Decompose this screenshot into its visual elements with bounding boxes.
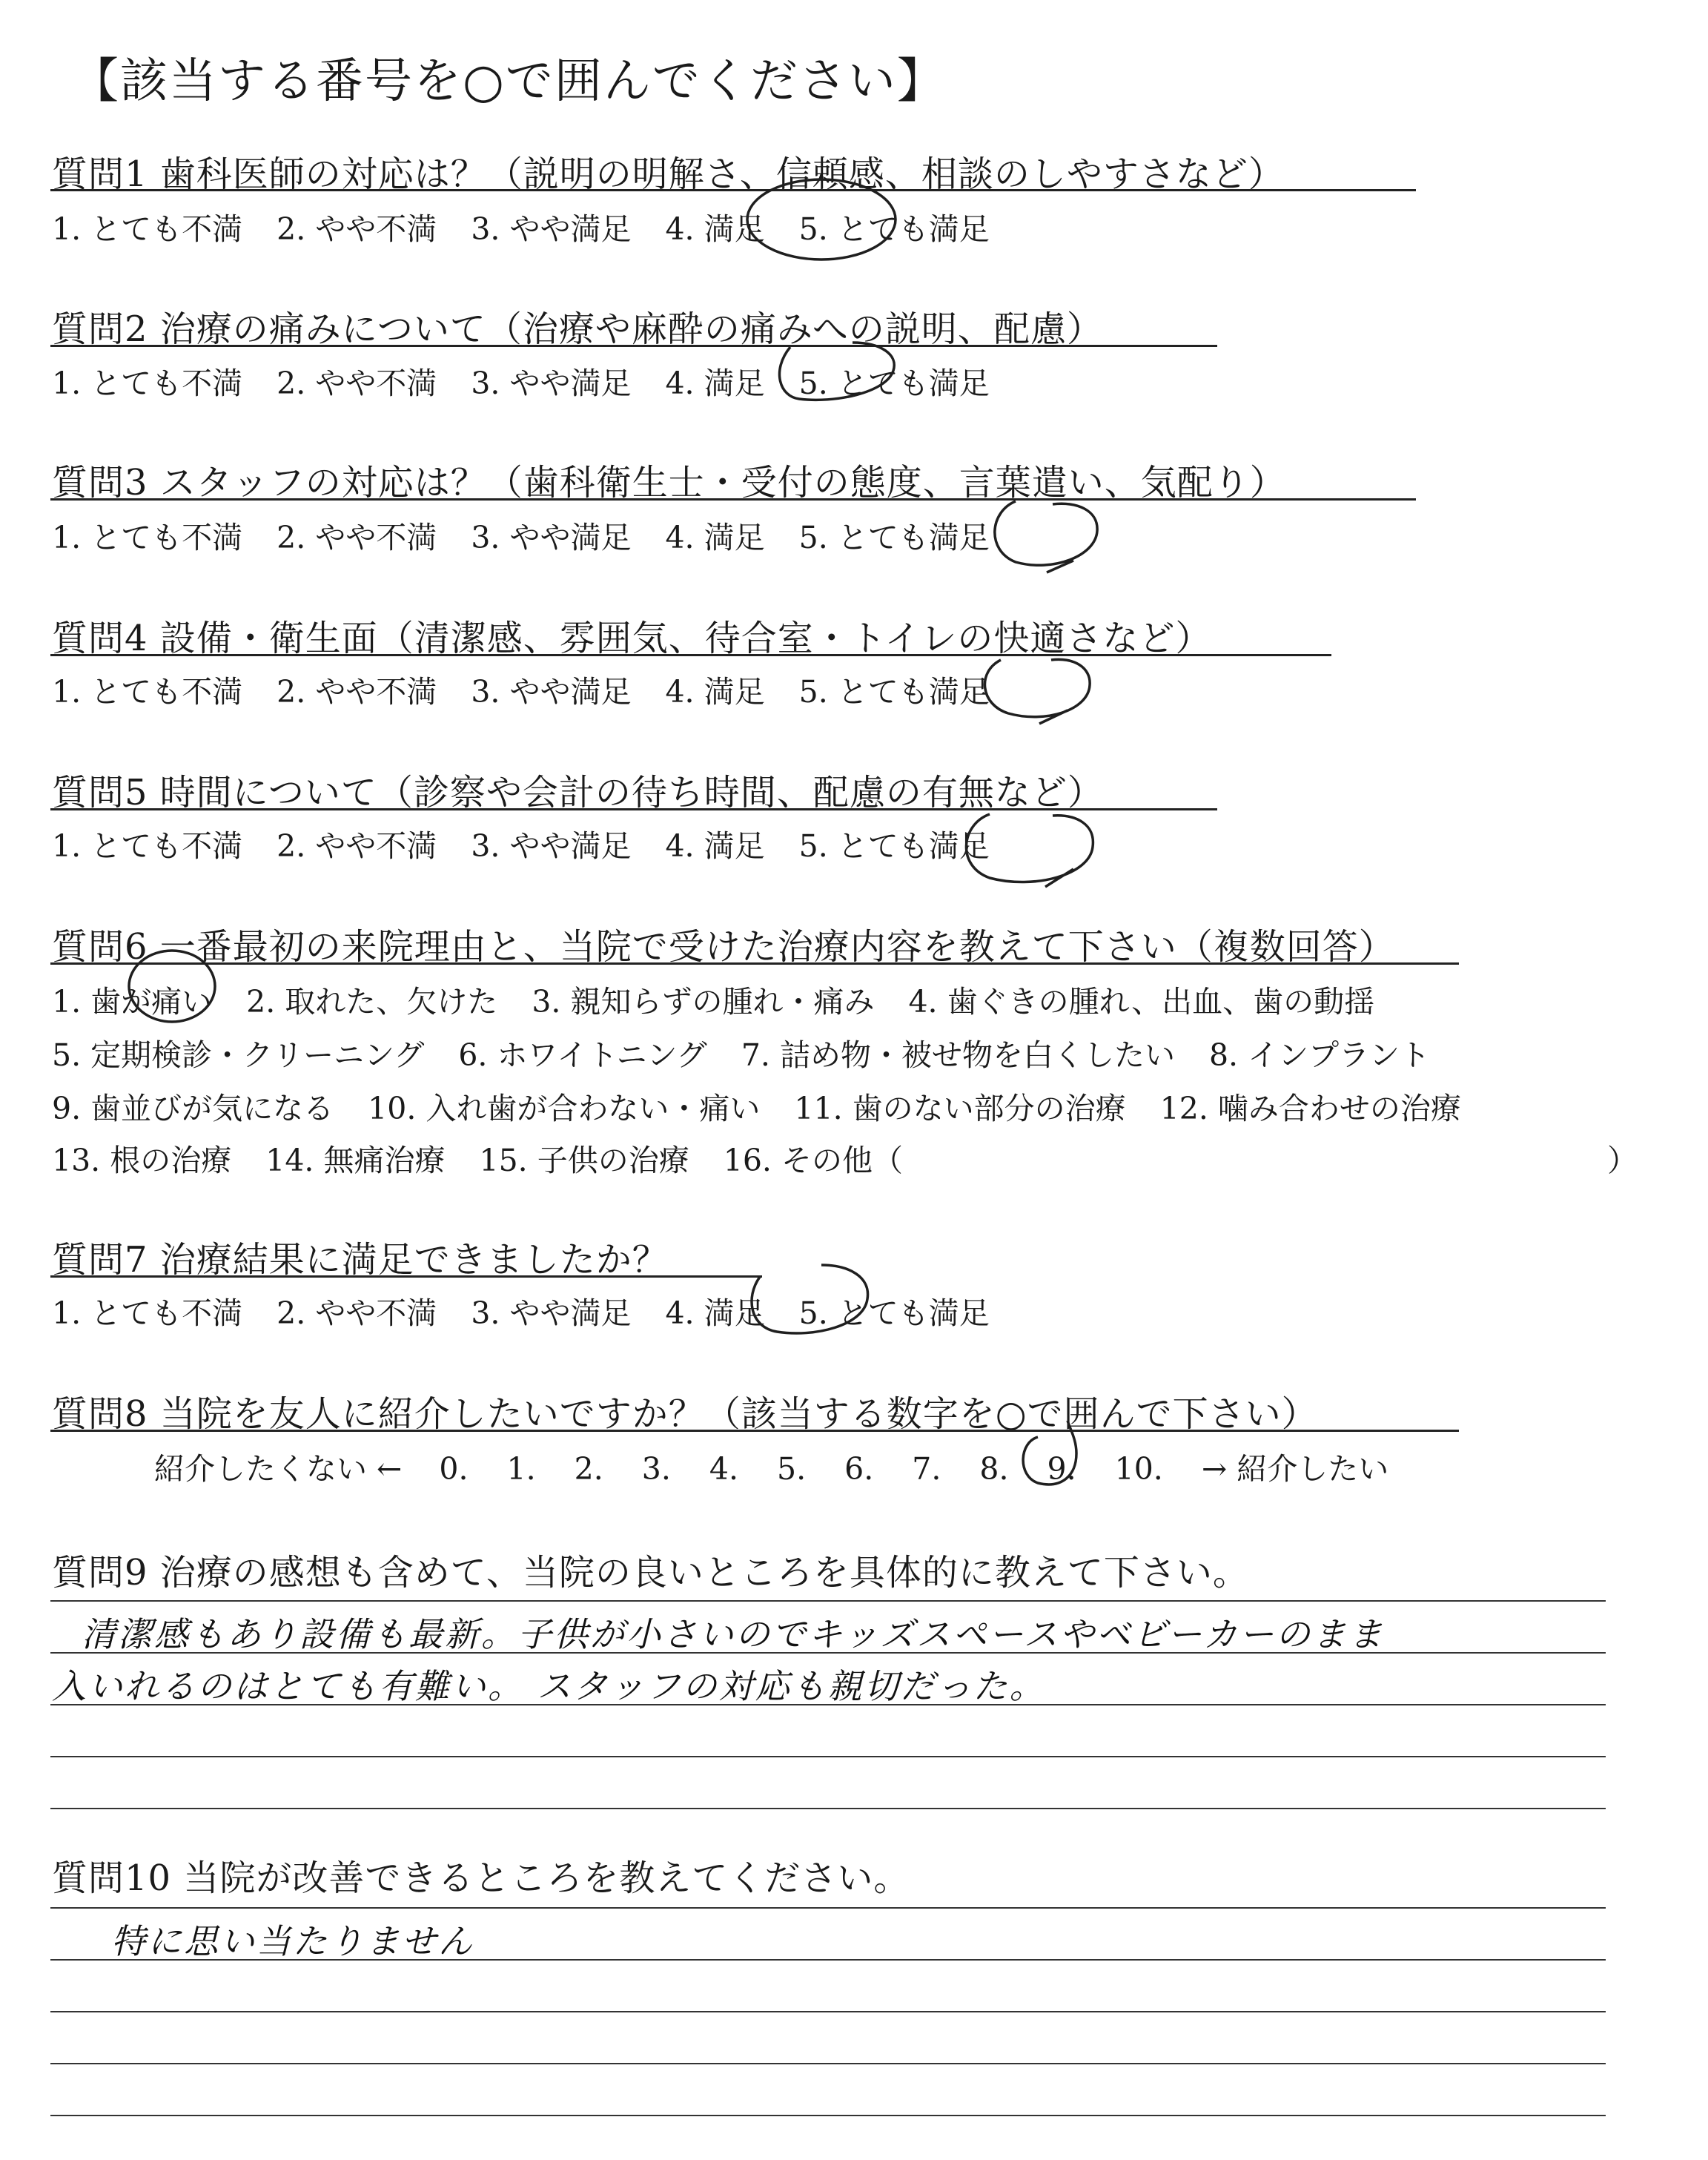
question-4-label: 質問4 設備・衛生面（清潔感、雰囲気、待合室・トイレの快適さなど） (52, 618, 1212, 659)
question-4-option-selected[interactable]: 5. とても満足 (798, 674, 990, 710)
question-5-option[interactable]: 3. やや満足 (471, 828, 632, 864)
question-6-option[interactable]: 10. 入れ歯が合わない・痛い (368, 1091, 761, 1126)
question-4-option[interactable]: 4. 満足 (665, 674, 765, 710)
question-6-row (52, 1084, 1495, 1128)
question-3-options (52, 513, 1024, 557)
answer-line (50, 2063, 1606, 2064)
question-5-underline (50, 808, 1217, 810)
question-2-option[interactable]: 1. とても不満 (52, 366, 243, 401)
question-3-label: 質問3 スタッフの対応は？（歯科衛生士・受付の態度、言葉遣い、気配り） (52, 462, 1286, 503)
question-5-option[interactable]: 1. とても不満 (52, 828, 243, 864)
question-2-options (52, 359, 1024, 403)
question-6-option[interactable]: 14. 無痛治療 (265, 1143, 446, 1178)
scale-value[interactable]: 1. (506, 1451, 536, 1487)
question-4-options (52, 667, 1024, 711)
question-3-underline (50, 498, 1416, 501)
question-1-option[interactable]: 5. とても満足 (798, 211, 990, 247)
scale-value[interactable]: 0. (439, 1451, 469, 1487)
answer-line (50, 2115, 1606, 2116)
question-6-other-close-paren: ） (1607, 1143, 1638, 1178)
page-title: 【該当する番号を○で囲んでください】 (71, 54, 946, 109)
answer-line (50, 1756, 1606, 1757)
question-7-option[interactable]: 3. やや満足 (471, 1295, 632, 1331)
question-5-label: 質問5 時間について（診察や会計の待ち時間、配慮の有無など） (52, 772, 1104, 813)
question-8-scale (154, 1444, 1388, 1488)
question-1-option[interactable]: 1. とても不満 (52, 211, 243, 247)
question-8-underline (50, 1430, 1459, 1432)
question-7-option[interactable]: 5. とても満足 (798, 1295, 990, 1331)
scale-value[interactable]: 9. (1047, 1451, 1076, 1487)
scale-value[interactable]: 6. (844, 1451, 874, 1487)
question-2-option-selected[interactable]: 4. 満足 (665, 366, 765, 401)
question-5-option-selected[interactable]: 5. とても満足 (798, 828, 990, 864)
question-3-option[interactable]: 1. とても不満 (52, 520, 243, 555)
question-1-option[interactable]: 3. やや満足 (471, 211, 632, 247)
question-4-underline (50, 654, 1331, 656)
question-2-option[interactable]: 2. やや不満 (277, 366, 437, 401)
question-9-answer-line-1: 清潔感もあり設備も最新。子供が小さいのでキッズスペースやベビーカーのまま (82, 1614, 1386, 1654)
scale-value[interactable]: 2. (574, 1451, 603, 1487)
question-2-option[interactable]: 5. とても満足 (798, 366, 990, 401)
question-9-answer-line-2: 入いれるのはとても有難い。 スタッフの対応も親切だった。 (52, 1666, 1046, 1706)
answer-line (50, 1808, 1606, 1809)
question-6-option-other[interactable]: 16. その他（ (723, 1143, 903, 1178)
question-1-option[interactable]: 2. やや不満 (277, 211, 437, 247)
question-8-label: 質問8 当院を友人に紹介したいですか？（該当する数字を○で囲んで下さい） (52, 1393, 1318, 1435)
question-6-option[interactable]: 13. 根の治療 (52, 1143, 232, 1178)
question-2-option[interactable]: 3. やや満足 (471, 366, 632, 401)
question-4-option[interactable]: 3. やや満足 (471, 674, 632, 710)
question-6-option[interactable]: 4. 歯ぐきの腫れ、出血、歯の動揺 (908, 984, 1375, 1020)
question-6-underline (50, 962, 1459, 965)
question-4-option[interactable]: 1. とても不満 (52, 674, 243, 710)
answer-line (50, 2011, 1606, 2012)
question-6-option[interactable]: 12. 噛み合わせの治療 (1159, 1091, 1461, 1126)
scale-value[interactable]: 5. (777, 1451, 807, 1487)
question-7-underline (50, 1275, 762, 1278)
question-6-option[interactable]: 6. ホワイトニング (458, 1037, 707, 1073)
question-7-option[interactable]: 1. とても不満 (52, 1295, 243, 1331)
answer-line (50, 1907, 1606, 1909)
question-6-row (52, 1031, 1464, 1074)
question-1-options (52, 205, 1024, 248)
question-6-option[interactable]: 15. 子供の治療 (479, 1143, 689, 1178)
scale-value[interactable]: 10. (1114, 1451, 1163, 1487)
question-2-label: 質問2 治療の痛みについて（治療や麻酔の痛みへの説明、配慮） (52, 308, 1103, 350)
question-6-label: 質問6 一番最初の来院理由と、当院で受けた治療内容を教えて下さい（複数回答） (52, 926, 1395, 968)
answer-line (50, 1600, 1606, 1602)
question-10-answer-line-1: 特に思い当たりません (111, 1921, 474, 1961)
question-6-option[interactable]: 11. 歯のない部分の治療 (794, 1091, 1126, 1126)
question-7-label: 質問7 治療結果に満足できましたか？ (52, 1239, 669, 1281)
scale-value[interactable]: 3. (641, 1451, 671, 1487)
question-6-option-selected[interactable]: 1. 歯が痛い (52, 984, 213, 1020)
question-3-option[interactable]: 4. 満足 (665, 520, 765, 555)
scale-right-text: → 紹介したい (1201, 1451, 1389, 1487)
scale-value-selected[interactable]: 8. (979, 1451, 1009, 1487)
question-6-row (52, 977, 1409, 1021)
question-7-option-selected[interactable]: 4. 満足 (665, 1295, 765, 1331)
question-6-option[interactable]: 2. 取れた、欠けた (246, 984, 498, 1020)
scale-left-text: 紹介したくない ← (154, 1451, 403, 1487)
question-1-underline (50, 189, 1416, 191)
question-6-row (52, 1136, 937, 1180)
question-9-label: 質問9 治療の感想も含めて、当院の良いところを具体的に教えて下さい。 (52, 1552, 1249, 1593)
question-1-option-selected[interactable]: 4. 満足 (665, 211, 765, 247)
question-5-option[interactable]: 2. やや不満 (277, 828, 437, 864)
question-6-option[interactable]: 7. 詰め物・被せ物を白くしたい (741, 1037, 1175, 1073)
question-4-option[interactable]: 2. やや不満 (277, 674, 437, 710)
question-10-label: 質問10 当院が改善できるところを教えてください。 (52, 1857, 910, 1899)
question-3-option[interactable]: 3. やや満足 (471, 520, 632, 555)
question-2-underline (50, 345, 1217, 347)
question-6-option[interactable]: 3. 親知らずの腫れ・痛み (532, 984, 875, 1020)
question-5-options (52, 822, 1024, 865)
question-7-option[interactable]: 2. やや不満 (277, 1295, 437, 1331)
question-6-option[interactable]: 9. 歯並びが気になる (52, 1091, 334, 1126)
scale-value[interactable]: 4. (709, 1451, 739, 1487)
question-3-option[interactable]: 2. やや不満 (277, 520, 437, 555)
scale-value[interactable]: 7. (912, 1451, 941, 1487)
question-6-option[interactable]: 8. インプラント (1208, 1037, 1431, 1073)
question-5-option[interactable]: 4. 満足 (665, 828, 765, 864)
question-1-label: 質問1 歯科医師の対応は？（説明の明解さ、信頼感、相談のしやすさなど） (52, 153, 1285, 195)
question-6-option[interactable]: 5. 定期検診・クリーニング (52, 1037, 425, 1073)
question-7-options (52, 1289, 1024, 1332)
question-3-option-selected[interactable]: 5. とても満足 (798, 520, 990, 555)
